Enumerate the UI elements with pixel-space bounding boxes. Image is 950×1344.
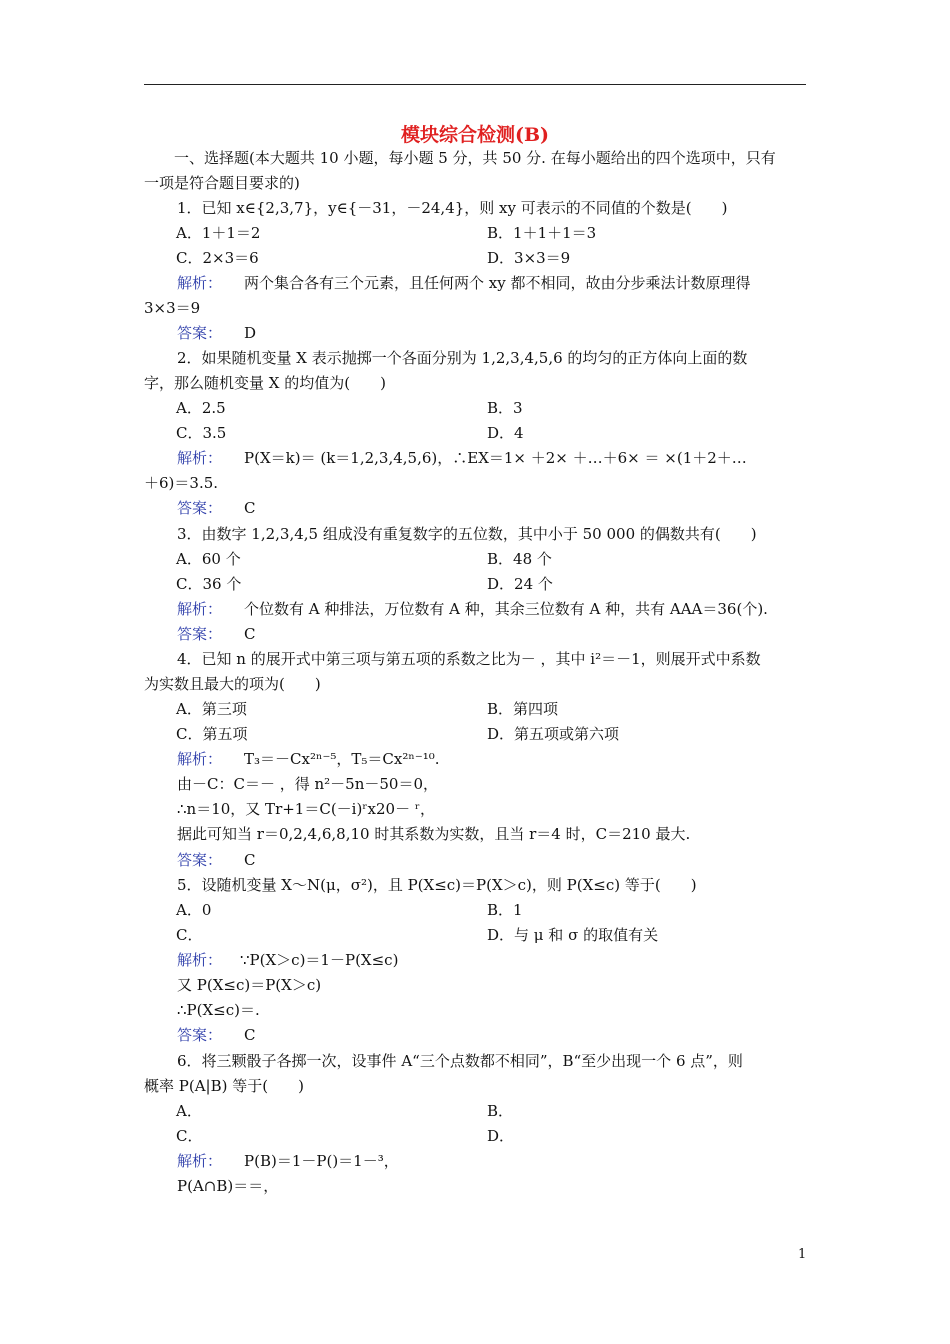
q4-option-d: D．第五项或第六项 [487, 725, 620, 743]
q5-answer [144, 1024, 839, 1046]
q3-option-d: D．24 个 [487, 575, 553, 593]
q2-answer-value: C [244, 499, 256, 517]
q6-analysis-text: P(B)＝1－P()＝1－³， [244, 1152, 399, 1170]
q4-option-c: C．第五项 [176, 725, 248, 743]
q1-analysis-line2: 3×3＝9 [144, 299, 201, 317]
q6-option-b: B． [487, 1102, 514, 1120]
q4-answer [144, 849, 839, 871]
q6-option-d: D． [487, 1127, 515, 1145]
q6-option-a: A． [176, 1102, 202, 1120]
q4-analysis-line3: ∴n＝10，又 Tr+1＝C(－i)ʳx20－ ʳ， [177, 800, 436, 818]
q6-stem-line2: 概率 P(A|B) 等于( ) [144, 1077, 304, 1095]
q2-answer-label: 答案： [177, 499, 223, 517]
q3-answer-label: 答案： [177, 625, 223, 643]
q6-analysis-line2: P(A∩B)＝＝， [177, 1177, 279, 1195]
q5-analysis-label: 解析： [177, 951, 223, 969]
q2-analysis-label: 解析： [177, 449, 223, 467]
q5-analysis-line2: 又 P(X≤c)＝P(X＞c) [177, 976, 322, 994]
q6-stem-line1: 6．将三颗骰子各掷一次，设事件 A“三个点数都不相同”，B“至少出现一个 6 点”，则 [177, 1052, 743, 1070]
q2-answer [144, 497, 839, 519]
q4-option-b: B．第四项 [487, 700, 559, 718]
page-title: 模块综合检测(B) [400, 124, 550, 146]
q3-analysis [144, 598, 839, 620]
q4-analysis-line2: 由－C：C＝－ ，得 n²－5n－50＝0， [177, 775, 438, 793]
q3-analysis-label: 解析： [177, 600, 223, 618]
q2-option-a: A．2.5 [176, 399, 226, 417]
q4-answer-value: C [244, 851, 256, 869]
q4-analysis-label: 解析： [177, 750, 223, 768]
q2-stem-line2: 字，那么随机变量 X 的均值为( ) [144, 374, 386, 392]
q4-stem-line2: 为实数且最大的项为( ) [144, 675, 321, 693]
q6-analysis-label: 解析： [177, 1152, 223, 1170]
q1-analysis-label: 解析： [177, 274, 223, 292]
q1-option-a: A．1＋1＝2 [176, 224, 261, 242]
q5-option-a: A．0 [176, 901, 212, 919]
section-intro-line1: 一、选择题(本大题共 10 小题，每小题 5 分，共 50 分. 在每小题给出的四个选项中，只有 [174, 149, 776, 167]
header-rule [144, 84, 806, 85]
q5-option-b: B．1 [487, 901, 523, 919]
q3-option-c: C．36 个 [176, 575, 242, 593]
q5-option-d: D．与 μ 和 σ 的取值有关 [487, 926, 659, 944]
q3-stem: 3．由数字 1,2,3,4,5 组成没有重复数字的五位数，其中小于 50 000 的偶数共有( ) [177, 525, 757, 543]
q5-analysis-text: ∵P(X＞c)＝1－P(X≤c) [240, 951, 399, 969]
q1-option-d: D．3×3＝9 [487, 249, 571, 267]
q2-analysis-line2: ＋6)＝3.5. [144, 474, 219, 492]
q2-option-c: C．3.5 [176, 424, 227, 442]
q3-option-b: B．48 个 [487, 550, 552, 568]
q3-answer [144, 623, 839, 645]
q1-analysis-text: 两个集合各有三个元素，且任何两个 xy 都不相同，故由分步乘法计数原理得 [244, 274, 751, 292]
q1-option-c: C．2×3＝6 [176, 249, 259, 267]
q6-analysis [144, 1150, 839, 1172]
q2-option-b: B．3 [487, 399, 523, 417]
q1-stem: 1．已知 x∈{2,3,7}，y∈{－31，－24,4}，则 xy 可表示的不同值的个数是( ) [177, 199, 728, 217]
q6-option-c: C． [176, 1127, 203, 1145]
page-number: 1 [798, 1247, 807, 1262]
q5-option-c: C． [176, 926, 203, 944]
q5-analysis [144, 949, 839, 971]
q1-answer-label: 答案： [177, 324, 223, 342]
q4-option-a: A．第三项 [176, 700, 247, 718]
q1-answer [144, 322, 839, 344]
q2-analysis-text: P(X＝k)＝ (k＝1,2,3,4,5,6)，∴EX＝1× ＋2× ＋…＋6× ＝ ×(1＋2＋… [244, 449, 747, 467]
q1-answer-value: D [244, 324, 257, 342]
q5-analysis-line3: ∴P(X≤c)＝. [177, 1001, 260, 1019]
q3-answer-value: C [244, 625, 256, 643]
q3-analysis-text: 个位数有 A 种排法，万位数有 A 种，其余三位数有 A 种，共有 AAA＝36(个). [244, 600, 768, 618]
q3-option-a: A．60 个 [176, 550, 241, 568]
q1-option-b: B．1＋1＋1＝3 [487, 224, 597, 242]
q2-stem-line1: 2．如果随机变量 X 表示抛掷一个各面分别为 1,2,3,4,5,6 的均匀的正方体向上面的数 [177, 349, 748, 367]
q4-analysis-line4: 据此可知当 r＝0,2,4,6,8,10 时其系数为实数，且当 r＝4 时，C＝210 最大. [177, 825, 691, 843]
q4-stem-line1: 4．已知 n 的展开式中第三项与第五项的系数之比为－ ，其中 i²＝－1，则展开式中系数 [177, 650, 761, 668]
section-intro-line2: 一项是符合题目要求的) [144, 174, 300, 192]
q5-stem: 5．设随机变量 X～N(μ，σ²)，且 P(X≤c)＝P(X＞c)，则 P(X≤c) 等于( ) [177, 876, 697, 894]
q2-analysis [144, 447, 839, 469]
q2-option-d: D．4 [487, 424, 524, 442]
q4-answer-label: 答案： [177, 851, 223, 869]
q4-analysis-text: T₃＝－Cx²ⁿ⁻⁵，T₅＝Cx²ⁿ⁻¹⁰. [244, 750, 440, 768]
q4-analysis [144, 748, 839, 770]
q5-answer-label: 答案： [177, 1026, 223, 1044]
q1-analysis [144, 272, 839, 294]
q5-answer-value: C [244, 1026, 256, 1044]
